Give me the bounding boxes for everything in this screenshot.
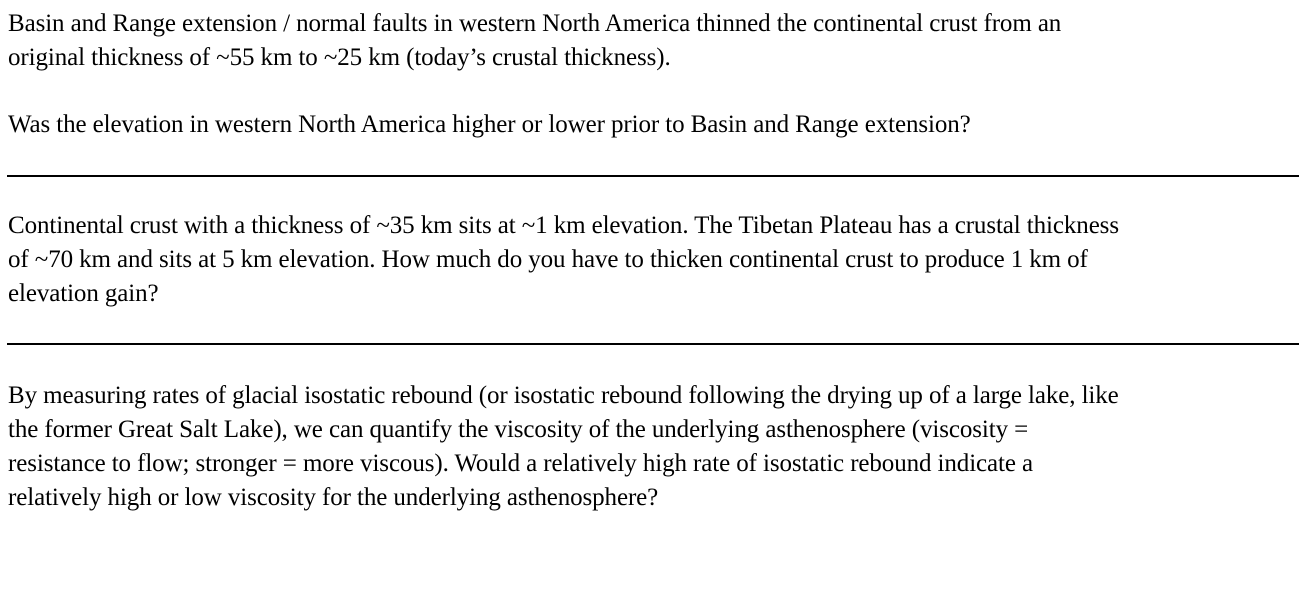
text-line: By measuring rates of glacial isostatic rebound (or isostatic rebound following the drying up of a large lake, like (8, 382, 1119, 409)
text-line: Basin and Range extension / normal faults in western North America thinned the continental crust from an (8, 10, 1062, 37)
basin-range-context-paragraph (8, 7, 1308, 75)
elevation-question-paragraph (8, 108, 1308, 142)
answer-line (7, 343, 1299, 345)
text-line: the former Great Salt Lake), we can quantify the viscosity of the underlying asthenosphere (viscosity = (8, 416, 1029, 443)
text-line: elevation gain? (8, 280, 159, 307)
text-line: relatively high or low viscosity for the underlying asthenosphere? (8, 484, 659, 511)
text-line: Was the elevation in western North America higher or lower prior to Basin and Range extension? (8, 111, 971, 138)
text-line: Continental crust with a thickness of ~35 km sits at ~1 km elevation. The Tibetan Plateau has a crustal thickness (8, 212, 1119, 239)
text-line: of ~70 km and sits at 5 km elevation. How much do you have to thicken continental crust to produce 1 km of (8, 246, 1088, 273)
text-line: resistance to flow; stronger = more viscous). Would a relatively high rate of isostatic rebound indicate a (8, 450, 1034, 477)
text-line: original thickness of ~55 km to ~25 km (today’s crustal thickness). (8, 44, 671, 71)
crustal-thickening-question-paragraph (8, 209, 1308, 311)
isostatic-rebound-question-paragraph (8, 379, 1308, 515)
answer-line (7, 175, 1299, 177)
